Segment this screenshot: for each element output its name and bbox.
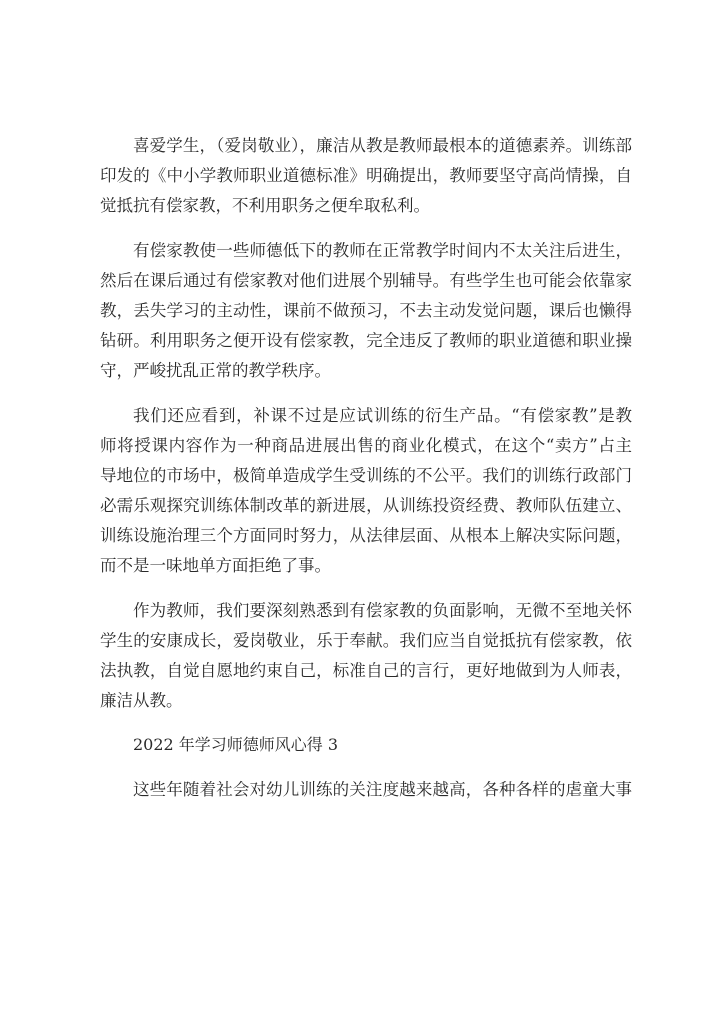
- paragraph-line: 喜爱学生，（爱岗敬业），廉洁从教是教师最根本的道德素养。训练部: [133, 136, 632, 155]
- paragraph-line: 必需乐观探究训练体制改革的新进展，从训练投资经费、教师队伍建立、: [100, 496, 632, 516]
- paragraph-line: 这些年随着社会对幼儿训练的关注度越来越高，各种各样的虐童大事: [133, 779, 632, 799]
- document-body: [100, 131, 632, 805]
- paragraph-line: 法执教，自觉自愿地约束自己，标准自己的言行，更好地做到为人师表，: [100, 661, 632, 680]
- paragraph-gap: [100, 761, 632, 775]
- paragraph-line: 而不是一味地单方面拒绝了事。: [100, 556, 331, 576]
- paragraph-line: 钻研。利用职务之便开设有偿家教，完全违反了教师的职业道德和职业操: [100, 331, 632, 351]
- paragraph-line: 学生的安康成长，爱岗敬业，乐于奉献。我们应当自觉抵抗有偿家教，依: [100, 630, 632, 650]
- paragraph-line: 印发的《中小学教师职业道德标准》明确提出，教师要坚守高尚情操，自: [100, 166, 632, 186]
- section-heading: 2022 年学习师德师风心得 3: [133, 735, 339, 755]
- paragraph-line: 导地位的市场中，极简单造成学生受训练的不公平。我们的训练行政部门: [100, 465, 632, 485]
- paragraph-gap: [100, 716, 632, 730]
- paragraph-line: 守，严峻扰乱正常的教学秩序。: [100, 361, 331, 381]
- paragraph-line: 师将授课内容作为一种商品进展出售的商业化模式，在这个“卖方”占主: [100, 435, 632, 455]
- paragraph-line: 教，丢失学习的主动性，课前不做预习，不去主动发觉问题，课后也懒得: [100, 300, 632, 320]
- paragraph-line: 觉抵抗有偿家教，不利用职务之便牟取私利。: [100, 196, 430, 216]
- paragraph-line: 作为教师，我们要深刻熟悉到有偿家教的负面影响，无微不至地关怀: [133, 600, 632, 620]
- paragraph-line: 廉洁从教。: [100, 691, 183, 711]
- paragraph-line: 训练设施治理三个方面同时努力，从法律层面、从根本上解决实际问题，: [100, 526, 632, 546]
- paragraph-line: 然后在课后通过有偿家教对他们进展个别辅导。有些学生也可能会依靠家: [100, 270, 632, 290]
- paragraph-gap: [100, 582, 632, 596]
- paragraph-line: 有偿家教使一些师德低下的教师在正常教学时间内不太关注后进生，: [133, 240, 632, 260]
- paragraph-gap: [100, 222, 632, 236]
- paragraph-gap: [100, 387, 632, 401]
- paragraph-line: 我们还应看到，补课不过是应试训练的衍生产品。“有偿家教”是教: [133, 405, 632, 425]
